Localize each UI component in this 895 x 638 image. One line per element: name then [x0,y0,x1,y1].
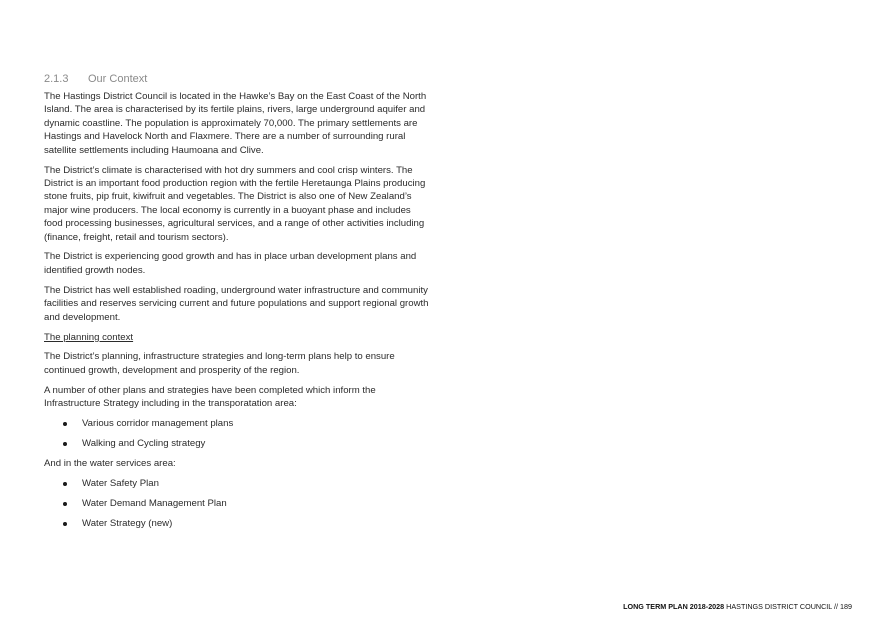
list-item-text: Water Demand Management Plan [82,498,227,510]
list-item-text: Various corridor management plans [82,418,234,430]
list-item-text: Water Safety Plan [82,478,159,490]
footer-council-page: HASTINGS DISTRICT COUNCIL // 189 [724,602,852,611]
planning-paragraph-strategies: The District’s planning, infrastructure strategies and long-term plans help to ensure continued growth, development and prosperity of the region. [44,351,395,376]
list-item [44,417,432,430]
list-item-text: Water Strategy (new) [82,518,173,530]
bullet-icon [63,522,67,526]
list-item [44,437,432,450]
section-heading [44,72,432,87]
context-paragraph-growth: The District is experiencing good growth and has in place urban development plans and identified growth nodes. [44,251,417,276]
bullet-icon [63,502,67,506]
context-paragraph-climate: The District’s climate is characterised with hot dry summers and cool crisp winters. The District is an important food production region with the fertile Heretaunga Plains producing stone fruits, pip fruit, kiwifruit and vegetables. The District is also one of New Zealand’s major wine producers. The local economy is currently in a buoyant phase and includes food processing businesses, agricultural services, and a range of other activities including (finance, freight, retail and tourism sectors). [44,164,426,243]
context-paragraph-location: The Hastings District Council is located in the Hawke’s Bay on the East Coast of the North Island. The area is characterised by its fertile plains, rivers, large underground aquifer and dynamic coastline. The population is approximately 70,000. The primary settlements are Hastings and Havelock North and Flaxmere. There are a number of surrounding rural satellite settlements including Haumoana and Clive. [44,91,427,156]
water-services-intro: And in the water services area: [44,458,176,470]
page-footer [623,602,852,612]
list-item [44,497,432,510]
planning-context-heading: The planning context [44,331,134,343]
bullet-icon [63,422,67,426]
list-item [44,477,432,490]
transport-plans-list [44,417,432,451]
list-item-text: Walking and Cycling strategy [82,438,206,450]
page-content [44,72,432,537]
context-paragraph-infrastructure: The District has well established roading, underground water infrastructure and community facilities and reserves servicing current and future populations and support regional growth and development. [44,284,429,323]
bullet-icon [63,482,67,486]
section-number: 2.1.3 [44,73,69,85]
water-plans-list [44,477,432,531]
bullet-icon [63,442,67,446]
list-item [44,517,432,530]
footer-plan-title: LONG TERM PLAN 2018-2028 [623,602,725,611]
planning-paragraph-transport: A number of other plans and strategies have been completed which inform the Infrastructure Strategy including in the transporatation area: [44,384,376,410]
section-title: Our Context [88,73,148,85]
